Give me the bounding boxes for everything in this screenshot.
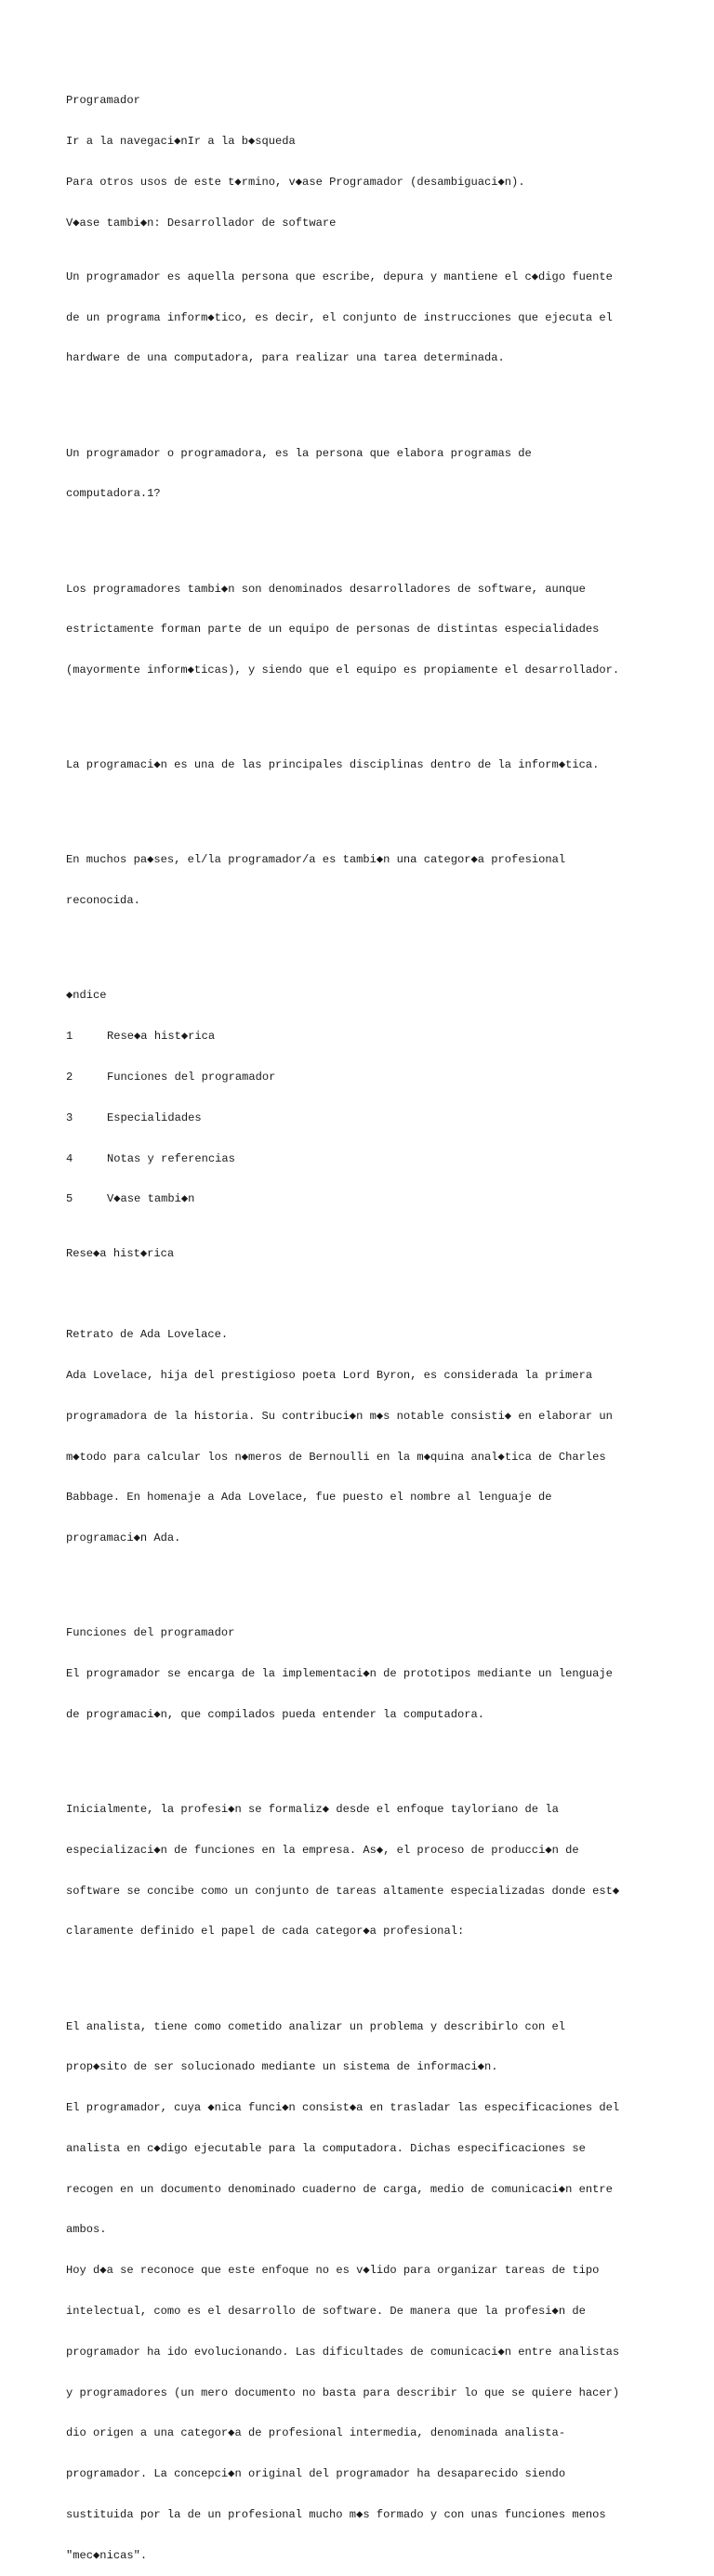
toc-item[interactable] <box>66 1192 652 1206</box>
functions-p2-line: claramente definido el papel de cada categor◆a profesional: <box>66 1925 465 1939</box>
toc-item-label: Notas y referencias <box>107 1151 235 1165</box>
toc-item-label: Funciones del programador <box>107 1070 276 1084</box>
intro-p2-line: Un programador o programadora, es la persona que elabora programas de <box>66 446 532 460</box>
intro-p1-line: hardware de una computadora, para realizar una tarea determinada. <box>66 351 505 365</box>
toc-item-number: 5 <box>66 1192 73 1206</box>
history-heading: Rese◆a hist◆rica <box>66 1246 175 1260</box>
toc-item[interactable] <box>66 1111 652 1125</box>
history-line: Ada Lovelace, hija del prestigioso poeta Lord Byron, es considerada la primera <box>66 1369 593 1382</box>
functions-p3-line: prop◆sito de ser solucionado mediante un sistema de informaci◆n. <box>66 2060 498 2074</box>
toc-item-label: Especialidades <box>107 1111 202 1124</box>
functions-p3-line: dio origen a una categor◆a de profesional intermedia, denominada analista- <box>66 2426 566 2440</box>
intro-p3-line: estrictamente forman parte de un equipo de personas de distintas especialidades <box>66 623 600 637</box>
functions-p3-line: Hoy d◆a se reconoce que este enfoque no es v◆lido para organizar tareas de tipo <box>66 2264 600 2278</box>
toc-item-number: 3 <box>66 1111 73 1124</box>
functions-p1-line: El programador se encarga de la implementaci◆n de prototipos mediante un lenguaje <box>66 1667 613 1681</box>
functions-p3-line: El programador, cuya ◆nica funci◆n consist◆a en trasladar las especificaciones del <box>66 2101 620 2115</box>
functions-p2-line: Inicialmente, la profesi◆n se formaliz◆ desde el enfoque tayloriano de la <box>66 1803 559 1816</box>
functions-p3-line: analista en c◆digo ejecutable para la computadora. Dichas especificaciones se <box>66 2141 586 2155</box>
intro-p3-line: Los programadores tambi◆n son denominados desarrolladores de software, aunque <box>66 582 586 596</box>
intro-p5-line: reconocida. <box>66 894 140 908</box>
toc-item-number: 1 <box>66 1030 73 1044</box>
functions-p3-line: recogen en un documento denominado cuaderno de carga, medio de comunicaci◆n entre <box>66 2182 613 2196</box>
functions-heading: Funciones del programador <box>66 1626 235 1640</box>
functions-p3-line: El analista, tiene como cometido analizar un problema y describirlo con el <box>66 2019 566 2033</box>
intro-p3-line: (mayormente inform◆ticas), y siendo que el equipo es propiamente el desarrollador. <box>66 664 620 677</box>
intro-p1-line: de un programa inform◆tico, es decir, el conjunto de instrucciones que ejecuta el <box>66 310 613 324</box>
nav-links: Ir a la navegaci◆nIr a la b◆squeda <box>66 134 296 148</box>
toc-item-number: 2 <box>66 1070 73 1084</box>
functions-p2-line: software se concibe como un conjunto de tareas altamente especializadas donde est◆ <box>66 1884 620 1898</box>
toc-item[interactable] <box>66 1152 652 1166</box>
toc-item-label: V◆ase tambi◆n <box>107 1192 195 1206</box>
history-line: programadora de la historia. Su contribuci◆n m◆s notable consisti◆ en elaborar un <box>66 1409 613 1423</box>
toc-item-number: 4 <box>66 1151 73 1165</box>
toc-item-label: Rese◆a hist◆rica <box>107 1030 216 1044</box>
intro-p5-line: En muchos pa◆ses, el/la programador/a es tambi◆n una categor◆a profesional <box>66 853 566 867</box>
intro-p1-line: Un programador es aquella persona que escribe, depura y mantiene el c◆digo fuente <box>66 269 613 283</box>
functions-p3-line: "mec◆nicas". <box>66 2548 148 2562</box>
history-caption: Retrato de Ada Lovelace. <box>66 1328 229 1342</box>
disambiguation-note: Para otros usos de este t◆rmino, v◆ase Programador (desambiguaci◆n). <box>66 175 525 189</box>
intro-p4-line: La programaci◆n es una de las principales disciplinas dentro de la inform◆tica. <box>66 758 600 772</box>
toc-heading: ◆ndice <box>66 989 107 1003</box>
functions-p3-line: ambos. <box>66 2223 107 2237</box>
functions-p3-line: programador ha ido evolucionando. Las dificultades de comunicaci◆n entre analistas <box>66 2345 620 2359</box>
page-title: Programador <box>66 94 140 108</box>
history-line: Babbage. En homenaje a Ada Lovelace, fue puesto el nombre al lenguaje de <box>66 1491 552 1505</box>
see-also-note: V◆ase tambi◆n: Desarrollador de software <box>66 216 337 230</box>
intro-p2-line: computadora.1? <box>66 487 161 501</box>
history-line: programaci◆n Ada. <box>66 1531 181 1545</box>
toc-item[interactable] <box>66 1071 652 1084</box>
functions-p3-line: y programadores (un mero documento no basta para describir lo que se quiere hacer) <box>66 2385 620 2399</box>
history-line: m◆todo para calcular los n◆meros de Bernoulli en la m◆quina anal◆tica de Charles <box>66 1450 606 1464</box>
document-page <box>66 67 652 2576</box>
functions-p3-line: sustituida por la de un profesional mucho m◆s formado y con unas funciones menos <box>66 2507 606 2521</box>
functions-p3-line: intelectual, como es el desarrollo de software. De manera que la profesi◆n de <box>66 2304 586 2318</box>
functions-p3-line: programador. La concepci◆n original del programador ha desaparecido siendo <box>66 2467 566 2481</box>
toc-item[interactable] <box>66 1030 652 1044</box>
functions-p1-line: de programaci◆n, que compilados pueda entender la computadora. <box>66 1707 484 1721</box>
functions-p2-line: especializaci◆n de funciones en la empresa. As◆, el proceso de producci◆n de <box>66 1843 579 1857</box>
